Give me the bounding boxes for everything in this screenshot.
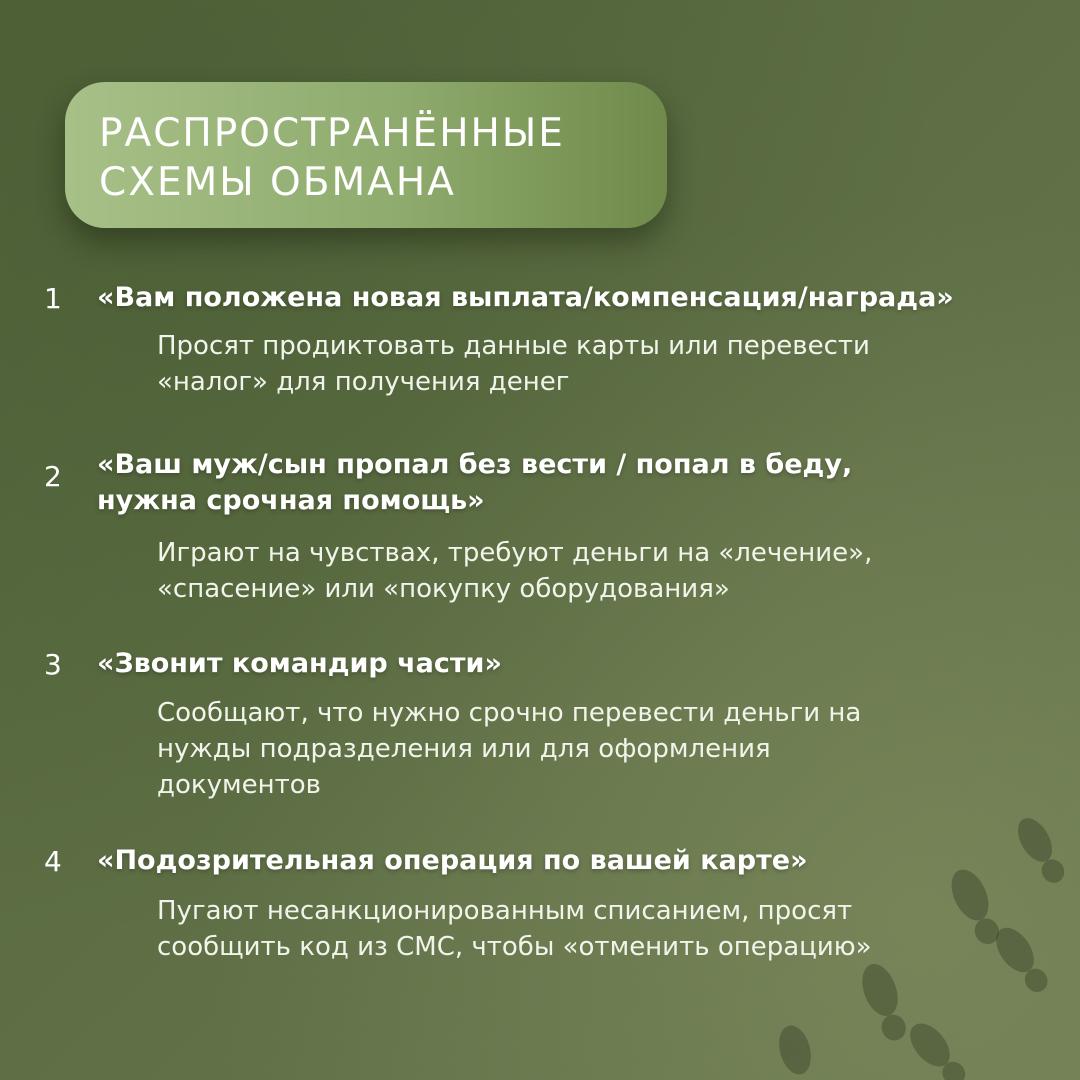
item-description-line: Пугают несанкционированным списанием, просят [157, 896, 853, 926]
item-number: 2 [44, 460, 62, 493]
item-description-line: Играют на чувствах, требуют деньги на «лечение», [157, 538, 873, 568]
item-number: 4 [44, 845, 62, 878]
item-description-line: нужды подразделения или для оформления [157, 734, 771, 764]
footprints-icon [720, 800, 1080, 1080]
item-description-line: «налог» для получения денег [157, 367, 570, 397]
title-banner [65, 82, 667, 228]
item-heading: нужна срочная помощь» [97, 485, 485, 516]
item-description-line: сообщить код из СМС, чтобы «отменить операцию» [157, 932, 872, 962]
item-heading: «Вам положена новая выплата/компенсация/награда» [97, 282, 954, 313]
item-heading: «Ваш муж/сын пропал без вести / попал в беду, [97, 449, 853, 480]
item-description-line: «спасение» или «покупку оборудования» [157, 574, 730, 604]
item-description-line: документов [157, 770, 321, 800]
item-description-line: Сообщают, что нужно срочно перевести деньги на [157, 698, 862, 728]
title-line-2: СХЕМЫ ОБМАНА [99, 160, 456, 205]
item-description-line: Просят продиктовать данные карты или перевести [157, 331, 870, 361]
item-heading: «Подозрительная операция по вашей карте» [97, 845, 808, 876]
item-heading: «Звонит командир части» [97, 648, 502, 679]
item-number: 1 [44, 282, 62, 315]
title-line-1: РАСПРОСТРАНЁННЫЕ [99, 111, 565, 156]
item-number: 3 [44, 648, 62, 681]
